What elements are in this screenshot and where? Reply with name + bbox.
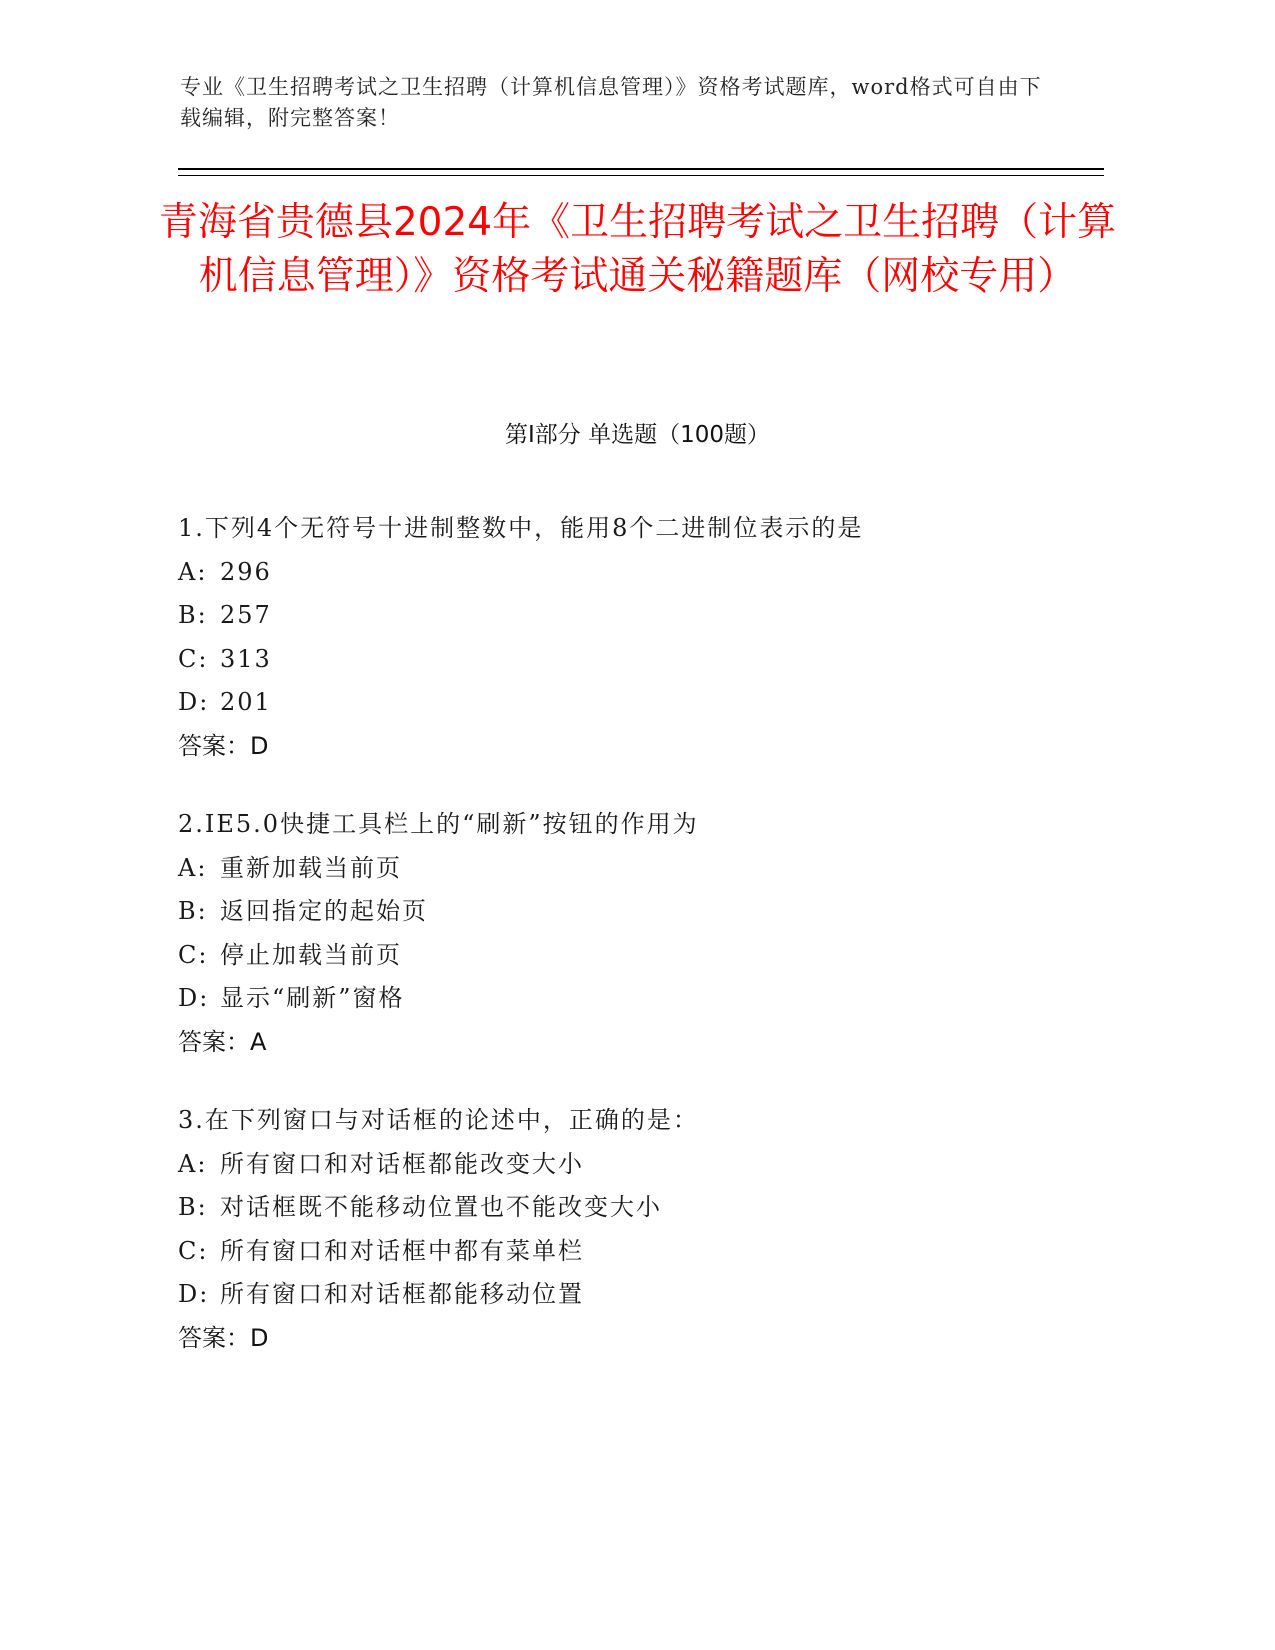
option-a: [178, 1143, 1078, 1187]
question-list: [178, 507, 1078, 1395]
question-stem: 3.在下列窗口与对话框的论述中，正确的是：: [178, 1106, 699, 1134]
document-title: 青海省贵德县2024年《卫生招聘考试之卫生招聘（计算机信息管理）》资格考试通关秘籍题库（网校专用）: [158, 200, 1117, 299]
question-3: [178, 1099, 1078, 1360]
answer-line: [178, 725, 1078, 769]
option-d: [178, 1273, 1078, 1317]
option-c: [178, 934, 1078, 978]
answer-value: D: [250, 1323, 269, 1352]
option-key: C:: [178, 1236, 209, 1265]
answer-value: A: [250, 1027, 267, 1056]
header-rule-thin: [178, 175, 1104, 176]
option-key: B:: [178, 897, 208, 925]
section-heading: 第I部分 单选题（100题）: [505, 422, 770, 448]
option-key: D:: [178, 688, 210, 716]
answer-line: [178, 1317, 1078, 1361]
option-text: 所有窗口和对话框中都有菜单栏: [220, 1236, 584, 1265]
option-a: [178, 551, 1078, 595]
answer-label: 答案：: [178, 1323, 250, 1352]
option-key: B:: [178, 601, 208, 629]
option-text: 所有窗口和对话框都能改变大小: [220, 1149, 584, 1178]
option-text: 257: [220, 601, 272, 629]
option-c: [178, 638, 1078, 682]
question-stem: 2.IE5.0快捷工具栏上的“刷新”按钮的作用为: [178, 810, 699, 838]
option-text: 显示“刷新”窗格: [220, 984, 405, 1012]
option-key: A:: [178, 557, 208, 586]
option-key: D:: [178, 984, 210, 1012]
option-d: [178, 681, 1078, 725]
option-b: [178, 890, 1078, 934]
option-key: A:: [178, 1149, 208, 1178]
option-b: [178, 594, 1078, 638]
option-key: A:: [178, 853, 208, 882]
option-key: D:: [178, 1280, 210, 1308]
option-key: C:: [178, 644, 209, 673]
answer-value: D: [250, 731, 269, 760]
option-c: [178, 1230, 1078, 1274]
question-stem: 1.下列4个无符号十进制整数中，能用8个二进制位表示的是: [178, 514, 864, 542]
option-text: 296: [220, 557, 272, 586]
option-text: 313: [220, 644, 272, 673]
option-b: [178, 1186, 1078, 1230]
option-text: 停止加载当前页: [220, 940, 402, 969]
option-d: [178, 977, 1078, 1021]
answer-label: 答案：: [178, 1027, 250, 1056]
question-2: [178, 803, 1078, 1064]
option-text: 返回指定的起始页: [220, 897, 428, 925]
header-note: 专业《卫生招聘考试之卫生招聘（计算机信息管理）》资格考试题库，word格式可自由下载编辑，附完整答案！: [180, 75, 1042, 130]
option-text: 重新加载当前页: [220, 853, 402, 882]
option-key: B:: [178, 1193, 208, 1221]
answer-line: [178, 1021, 1078, 1065]
option-text: 对话框既不能移动位置也不能改变大小: [220, 1193, 662, 1221]
option-text: 所有窗口和对话框都能移动位置: [220, 1280, 584, 1308]
answer-label: 答案：: [178, 731, 250, 760]
option-key: C:: [178, 940, 209, 969]
option-a: [178, 847, 1078, 891]
option-text: 201: [220, 688, 272, 716]
header-rule-thick: [178, 168, 1104, 170]
question-1: [178, 507, 1078, 768]
